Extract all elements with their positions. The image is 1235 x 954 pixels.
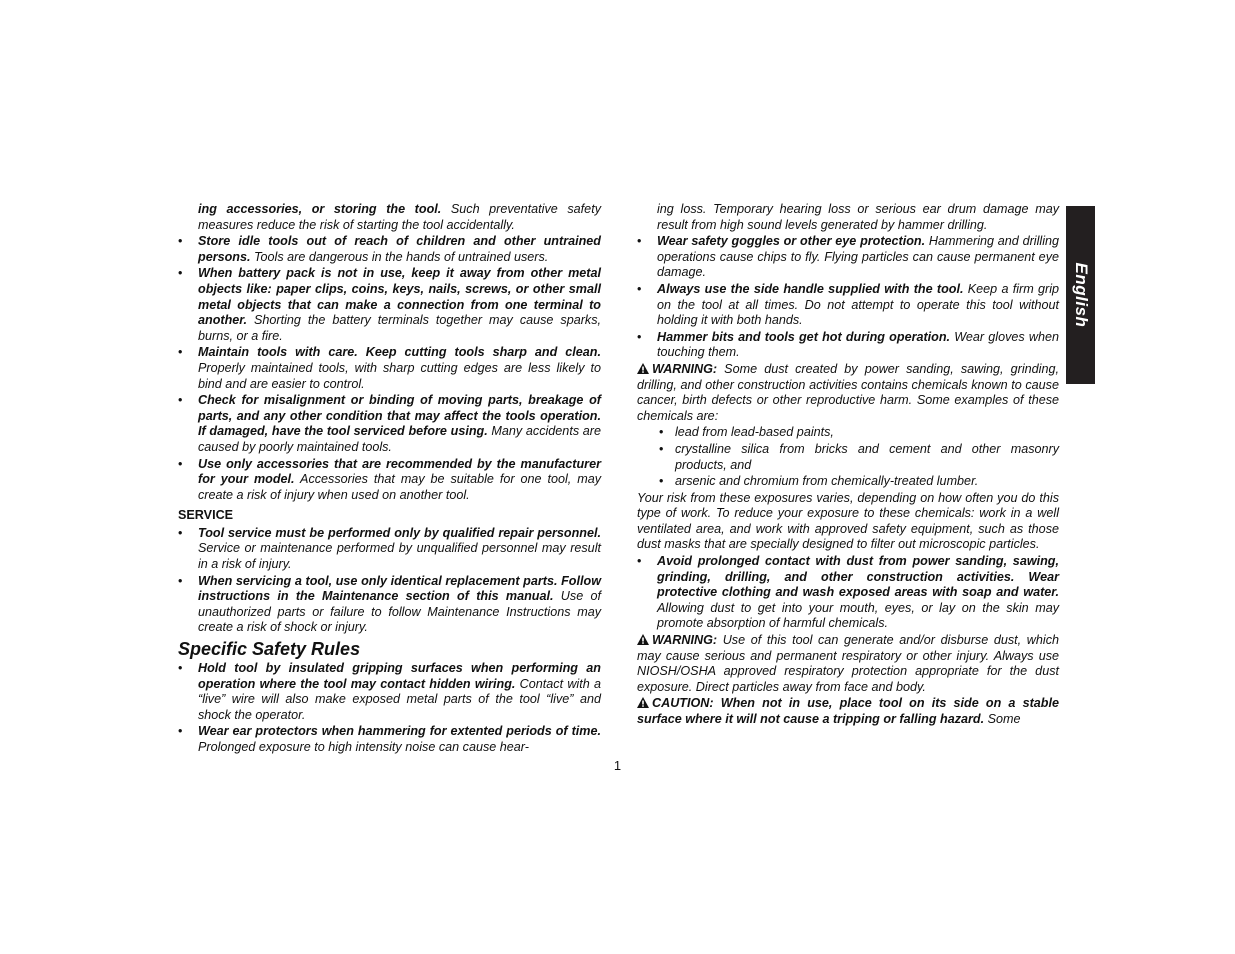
service-heading: SERVICE [178,508,234,523]
warning-triangle-icon [637,634,649,645]
bullet-item: • Store idle tools out of reach of children and other untrained persons. Tools are dangerous in the hands of untrained users. [178,234,601,265]
bullet-item: • Wear safety goggles or other eye protection. Hammering and drilling operations cause chips to fly. Flying particles can cause permanent eye damage. [637,234,1059,281]
bullet-item: • Tool service must be performed only by qualified repair personnel. Service or maintenance performed by unqualified personnel may result in a risk of injury. [178,526,601,573]
page-number: 1 [613,758,622,773]
warning-paragraph: WARNING: Use of this tool can generate and/or disburse dust, which may cause serious and permanent respiratory or other injury. Always use NIOSH/OSHA approved respiratory protection appropriate for the dust exposure. Direct particles away from face and body. [637,633,1059,694]
warning-triangle-icon [637,363,649,374]
bullet-item: • Check for misalignment or binding of moving parts, breakage of parts, and any other condition that may affect the tools operation. If damaged, have the tool serviced before using. Many accidents are caused by poorly maintained tools. [178,393,601,455]
bullet-item: • Wear ear protectors when hammering for extented periods of time. Prolonged exposure to high intensity noise can cause hear- [178,724,601,755]
left-column [178,202,601,757]
warning-triangle-icon [637,697,649,708]
bullet-item: • When battery pack is not in use, keep it away from other metal objects like: paper clips, coins, keys, nails, screws, or other small metal objects that can make a connection from one terminal to another. Shorting the battery terminals together may cause sparks, burns, or a fire. [178,266,601,344]
intro-paragraph: ing accessories, or storing the tool. Such preventative safety measures reduce the risk of starting the tool accidentally. [198,202,601,232]
caution-paragraph: CAUTION: When not in use, place tool on its side on a stable surface where it will not cause a tripping or falling hazard. Some [637,696,1059,726]
bullet-item: • When servicing a tool, use only identical replacement parts. Follow instructions in the Maintenance section of this manual. Use of unauthorized parts or failure to follow Maintenance Instructions may create a risk of shock or injury. [178,574,601,636]
intro-paragraph: ing loss. Temporary hearing loss or serious ear drum damage may result from high sound levels generated by hammer drilling. [657,202,1059,232]
language-tab [1066,206,1095,384]
language-tab-label: English [1071,262,1091,328]
sub-bullet-item: • lead from lead-based paints, [637,425,1059,441]
bullet-item: • Hold tool by insulated gripping surfaces when performing an operation where the tool may contact hidden wiring. Contact with a “live” wire will also make exposed metal parts of the tool “live” and shock the operator. [178,661,601,723]
bullet-item: • Maintain tools with care. Keep cutting tools sharp and clean. Properly maintained tools, with sharp cutting edges are less likely to bind and are easier to control. [178,345,601,392]
bullet-item: • Avoid prolonged contact with dust from power sanding, sawing, grinding, drilling, and other construction activities. Wear protective clothing and wash exposed areas with soap and water. Allowing dust to get into your mouth, eyes, or lay on the skin may promote absorption of harmful chemicals. [637,554,1059,632]
risk-paragraph: Your risk from these exposures varies, depending on how often you do this type of work. To reduce your exposure to these chemicals: work in a well ventilated area, and work with approved safety equipment, such as those dust masks that are specially designed to filter out microscopic particles. [637,490,1059,552]
specific-safety-heading: Specific Safety Rules [178,639,361,660]
warning-paragraph: WARNING: Some dust created by power sanding, sawing, grinding, drilling, and other construction activities contains chemicals known to cause cancer, birth defects or other reproductive harm. Some examples of these chemicals are: [637,361,1059,423]
right-column [637,202,1059,729]
sub-bullet-item: • arsenic and chromium from chemically-treated lumber. [637,474,1059,490]
bullet-item: • Hammer bits and tools get hot during operation. Wear gloves when touching them. [637,330,1059,361]
sub-bullet-item: • crystalline silica from bricks and cement and other masonry products, and [637,442,1059,473]
bullet-item: • Always use the side handle supplied with the tool. Keep a firm grip on the tool at all times. Do not attempt to operate this tool without holding it with both hands. [637,282,1059,329]
bullet-item: • Use only accessories that are recommended by the manufacturer for your model. Accessories that may be suitable for one tool, may create a risk of injury when used on another tool. [178,457,601,504]
